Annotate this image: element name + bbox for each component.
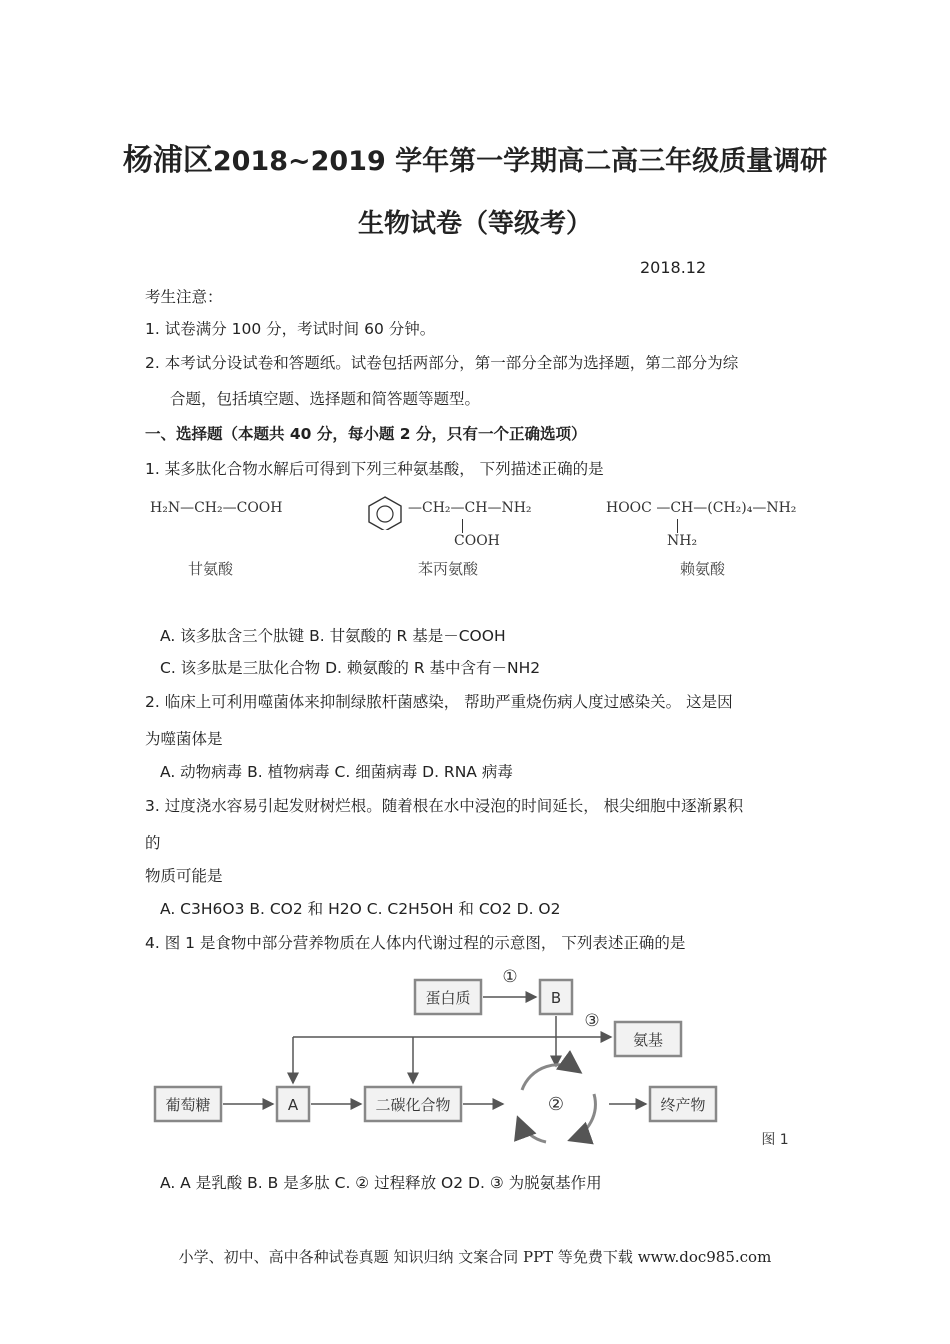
notice-item-1: 1. 试卷满分 100 分，考试时间 60 分钟。 <box>145 320 436 338</box>
glycine-name: 甘氨酸 <box>188 560 234 578</box>
section-heading: 一、选择题（本题共 40 分，每小题 2 分，只有一个正确选项） <box>145 425 587 443</box>
glycine-formula: H₂N—CH₂—COOH <box>150 500 283 516</box>
title-rest: 2018~2019 学年第一学期高二高三年级质量调研 <box>212 146 828 177</box>
q1-stem: 1. 某多肽化合物水解后可得到下列三种氨基酸， 下列描述正确的是 <box>145 460 604 478</box>
q3-stem-line1: 3. 过度浇水容易引起发财树烂根。随着根在水中浸泡的时间延长， 根尖细胞中逐渐累积 <box>145 797 744 815</box>
notice-heading: 考生注意： <box>145 288 223 306</box>
protein-label: 蛋白质 <box>425 989 471 1007</box>
cycle-label: ② <box>547 1094 565 1115</box>
q2-stem-line1: 2. 临床上可利用噬菌体来抑制绿脓杆菌感染， 帮助严重烧伤病人度过感染关。 这是因 <box>145 693 733 711</box>
fig-label: 图 1 <box>761 1132 789 1148</box>
q2-stem-line2: 为噬菌体是 <box>145 730 223 748</box>
q1-options-line1: A. 该多肽含三个肽键 B. 甘氨酸的 R 基是－COOH <box>160 627 506 645</box>
page-title <box>0 135 950 179</box>
step1-label: ① <box>502 967 518 987</box>
q3-stem-line3: 物质可能是 <box>145 867 223 885</box>
lys-bond-line <box>677 519 678 533</box>
step3-label: ③ <box>584 1011 600 1031</box>
phe-name: 苯丙氨酸 <box>418 560 479 578</box>
page-subtitle: 生物试卷（等级考） <box>357 209 592 239</box>
q3-options: A. C3H6O3 B. CO2 和 H2O C. C2H5OH 和 CO2 D. O2 <box>160 900 561 918</box>
benzene-ring-icon <box>362 494 408 530</box>
phe-formula-bottom: COOH <box>454 533 500 549</box>
footer-ad: 小学、初中、高中各种试卷真题 知识归纳 文案合同 PPT 等免费下载 www.doc985.com <box>178 1248 772 1266</box>
lys-name: 赖氨酸 <box>680 560 726 578</box>
glucose-label: 葡萄糖 <box>165 1096 211 1114</box>
notice-item-2-line1: 2. 本考试分设试卷和答题纸。试卷包括两部分，第一部分全部为选择题，第二部分为综 <box>145 354 739 372</box>
q3-stem-line2: 的 <box>145 834 161 852</box>
q2-options: A. 动物病毒 B. 植物病毒 C. 细菌病毒 D. RNA 病毒 <box>160 763 513 781</box>
two-carbon-label: 二碳化合物 <box>375 1096 451 1114</box>
phe-bond-line <box>462 519 463 533</box>
q4-stem: 4. 图 1 是食物中部分营养物质在人体内代谢过程的示意图， 下列表述正确的是 <box>145 934 686 952</box>
q1-options-line2: C. 该多肽是三肽化合物 D. 赖氨酸的 R 基中含有－NH2 <box>160 659 541 677</box>
final-label: 终产物 <box>660 1096 706 1114</box>
b-label: B <box>550 989 562 1007</box>
exam-date: 2018.12 <box>640 258 707 277</box>
amino-label: 氨基 <box>632 1031 664 1049</box>
lys-formula-bottom: NH₂ <box>667 533 698 549</box>
a-label: A <box>287 1096 299 1114</box>
metabolism-diagram <box>150 960 800 1160</box>
notice-item-2-line2: 合题，包括填空题、选择题和简答题等题型。 <box>170 390 481 408</box>
q4-options: A. A 是乳酸 B. B 是多肽 C. ② 过程释放 O2 D. ③ 为脱氨基作用 <box>160 1174 602 1192</box>
lys-formula-top: HOOC —CH—(CH₂)₄—NH₂ <box>606 500 797 516</box>
title-district: 杨浦区 <box>122 143 213 178</box>
phe-formula-top: —CH₂—CH—NH₂ <box>408 500 532 516</box>
